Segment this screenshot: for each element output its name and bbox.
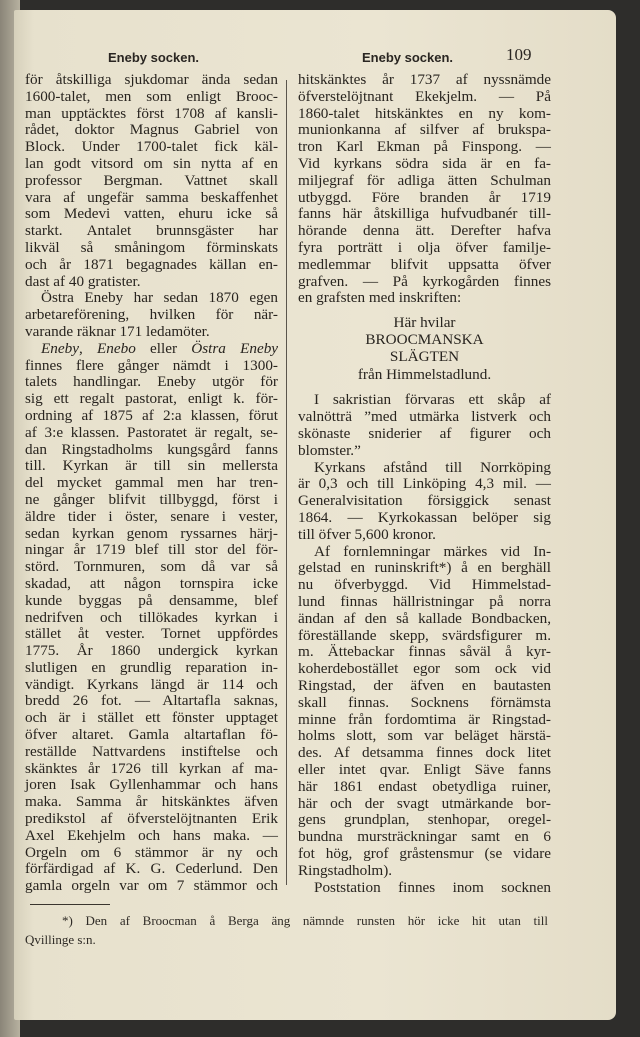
text-line: och år 1871 begagnades källan en-	[25, 255, 278, 273]
text-line: Block. Under 1700-talet fick käl-	[25, 138, 278, 156]
text-line: af 3:e klassen. Pastoratet är regalt, se-	[25, 423, 278, 441]
text-line: en grafsten med inskriften:	[298, 289, 462, 307]
inscription-line: SLÄGTEN	[389, 348, 460, 366]
inscription-line: Här hvilar	[393, 314, 456, 332]
text-line: vändigt. Kyrkans längd är 114 och	[25, 675, 278, 693]
text-line: 1860-talet hitskänktes en ny kom-	[298, 104, 551, 122]
text-line: bredd 26 fot. — Altartafla saknas,	[25, 692, 278, 710]
text-line: I sakristian förvaras ett skåp af	[314, 391, 551, 409]
text-line: 1864. — Kyrkokassan belöper sig	[298, 509, 551, 527]
text-line: Axel Ekehjelm och hans maka. —	[25, 826, 278, 844]
text-line: utbyggd. Före branden år 1719	[298, 188, 551, 206]
text-run: eller	[135, 339, 192, 357]
text-run: Östra	[191, 339, 226, 357]
text-line: öfver altaret. Gamla altartaflan fö-	[25, 726, 278, 744]
text-line: sedan kyrkan genom ryssarnes härj-	[25, 524, 278, 542]
text-line: lan godt vitsord om sin nytta af en	[25, 154, 278, 172]
text-line: slutligen en grundlig reparation in-	[25, 658, 278, 676]
text-line: del mycket gammal men har tren-	[25, 474, 278, 492]
text-line: talets handlingar. Eneby utgör för	[25, 373, 278, 391]
text-run	[226, 340, 240, 357]
running-header-left: Eneby socken.	[108, 50, 200, 65]
text-line: holms slott, som var beläget härstä-	[298, 727, 551, 745]
text-line: dan Ringstadholms kungsgård fanns	[25, 440, 278, 458]
text-line: Poststation finnes inom socknen	[314, 878, 551, 896]
text-line	[25, 341, 278, 358]
text-line: tron Karl Ekman på Finspong. —	[298, 138, 551, 156]
text-line: skadad, att någon tornspira icke	[25, 574, 278, 592]
text-line: fyra porträtt i olja öfver familje-	[298, 238, 551, 256]
text-line: skönaste sniderier af figurer och	[298, 425, 551, 443]
text-line: ningar år 1719 blef till stor del för-	[25, 541, 278, 559]
text-line: hörande denna ätt. Derefter hafva	[298, 222, 551, 240]
text-line: man upptäcktes först 1708 af kansli-	[25, 104, 278, 122]
text-line: joren Isak Gyllenhammar och hans	[25, 776, 278, 794]
text-line: lund finnas hällristningar på norra	[298, 593, 551, 611]
text-line: munionkanna af silfver af brukspa-	[298, 121, 551, 139]
text-line: Orgeln om 6 stämmor är ny och	[25, 843, 278, 861]
text-line: ändan af den så kallade Bondbacken,	[298, 609, 551, 627]
text-line: miljegraf för adliga ätten Schulman	[298, 171, 551, 189]
text-run: Eneby	[41, 339, 79, 357]
text-line: medlemmar blifvit uppsatta öfver	[298, 255, 551, 273]
text-line: kunde byggas på densamme, blef	[25, 591, 278, 609]
text-line: föreställande skepp, svärdsfigurer m.	[298, 626, 551, 644]
text-line: här och der svagt utmärkande bor-	[298, 794, 551, 812]
text-line: predikstol af öfverstelöjtnanten Erik	[25, 810, 278, 828]
text-run: ,	[78, 339, 97, 357]
text-line: Generalvisitation försiggick senast	[298, 492, 551, 510]
text-line: Ringstad, der äfven en bautasten	[298, 677, 551, 694]
left-text-column	[25, 72, 278, 895]
footnote-rule	[30, 904, 110, 905]
text-line: Vid kyrkans södra sida är en fa-	[298, 154, 551, 172]
text-line: förfärdigad af K. G. Cederlund. Den	[25, 860, 278, 878]
text-run: Enebo	[96, 339, 136, 357]
right-text-column	[298, 72, 551, 896]
text-line: 1775. År 1860 undergick kyrkan	[25, 642, 278, 660]
text-line: Östra Eneby har sedan 1870 egen	[41, 289, 278, 307]
text-line: Kyrkans afstånd till Norrköping	[314, 458, 551, 476]
text-line: vara af ungefär samma beskaffenhet	[25, 188, 278, 206]
text-line: blomster.”	[298, 441, 361, 459]
text-line: bundna mursträckningar samt en 6	[298, 828, 551, 846]
text-line: arbetareförening, hvilken för när-	[25, 306, 278, 324]
text-line: hitskänktes år 1737 af nyssnämde	[298, 71, 551, 88]
text-line: skänktes år 1726 till kyrkan af ma-	[25, 759, 278, 777]
text-line: nedrifven och tillökades kyrkan i	[25, 608, 278, 626]
inscription-line: från Himmelstadlund.	[357, 365, 492, 383]
text-line: sig ett regalt pastorat, enligt k. för-	[25, 390, 278, 408]
text-line: fanns här åtskilliga hufvudbanér till-	[298, 205, 551, 223]
text-line: varande räknar 171 ledamöter.	[25, 322, 210, 340]
footnote-line-2: Qvillinge s:n.	[25, 932, 96, 947]
text-line: är 0,3 och till Linköping 4,3 mil. —	[298, 475, 551, 493]
text-line: till öfver 5,600 kronor.	[298, 525, 436, 543]
running-header-right: Eneby socken.	[362, 50, 454, 65]
text-line: gamla orgeln var om 7 stämmor och	[25, 877, 278, 895]
text-line: reställde Nattvardens instiftelse och	[25, 742, 278, 760]
text-line: maka. Samma år hitskänktes äfven	[25, 793, 278, 811]
text-line: skall finnas. Socknens förnämsta	[298, 693, 551, 711]
text-line: starkt. Antalet brunnsgäster har	[25, 222, 278, 240]
column-divider	[286, 80, 287, 885]
page-number: 109	[506, 45, 532, 64]
text-line: gelstad en runinskrift*) å en berghäll	[298, 559, 551, 577]
inscription-line: BROOCMANSKA	[365, 330, 484, 348]
text-run: Eneby	[240, 339, 279, 357]
text-line: Af fornlemningar märkes vid In-	[314, 542, 551, 560]
text-line: valnötträ ”med utmärka listverk och	[298, 408, 551, 426]
text-line: Ringstadholm).	[298, 861, 393, 879]
text-line: nu öfverbyggd. Vid Himmelstad-	[298, 576, 551, 594]
text-line: finnes flere gånger nämdt i 1300-	[25, 356, 278, 374]
text-line: des. Af detsamma finnes dock litet	[298, 744, 551, 762]
text-line: professor Bergman. Vattnet skall	[25, 171, 278, 189]
text-line: för åtskilliga sjukdomar ända sedan	[25, 71, 278, 88]
text-line: äldre tider i öster, senare i vester,	[25, 507, 278, 525]
text-line: och är i stället ett fönster upptaget	[25, 709, 278, 727]
footnote-line-1: *) Den af Broocman å Berga äng nämnde runsten hör icke hit utan till	[62, 913, 548, 928]
text-line: öfverstelöjtnant Ekekjelm. — På	[298, 87, 551, 105]
text-line: som Medevi vatten, ehuru icke så	[25, 205, 278, 223]
text-line: m. Ättebackar finnas såväl å kyr-	[298, 643, 551, 661]
text-line: rådet, doktor Magnus Gabriel von	[25, 121, 278, 139]
text-line: här 1861 endast obetydliga ruiner,	[298, 777, 551, 795]
text-line: likväl så småningom förminskats	[25, 238, 278, 256]
text-line: störd. Tornmuren, som då var så	[25, 558, 278, 576]
text-line: 1600-talet, men som enligt Brooc-	[25, 87, 278, 105]
text-line: stället åt vester. Tornet uppfördes	[25, 625, 278, 643]
text-line: till. Kyrkan är till sin mellersta	[25, 457, 278, 475]
text-line: koherdebostället egor som ock vid	[298, 660, 551, 678]
text-line: eller intet qvar. Enligt Säve fanns	[298, 760, 551, 778]
text-line: ne gånger blifvit tillbyggd, först i	[25, 490, 278, 508]
text-line: grafven. — På kyrkogården finnes	[298, 272, 551, 290]
text-line: dast af 40 gratister.	[25, 272, 141, 290]
text-line: gens grundplan, stenhopar, oregel-	[298, 811, 551, 829]
text-line: minne från fordomtima är Ringstad-	[298, 710, 551, 728]
text-line: fot hög, grof gråstensmur (se vidare	[298, 844, 551, 862]
text-line: ordning af 1875 af 2:a klassen, förut	[25, 406, 278, 424]
